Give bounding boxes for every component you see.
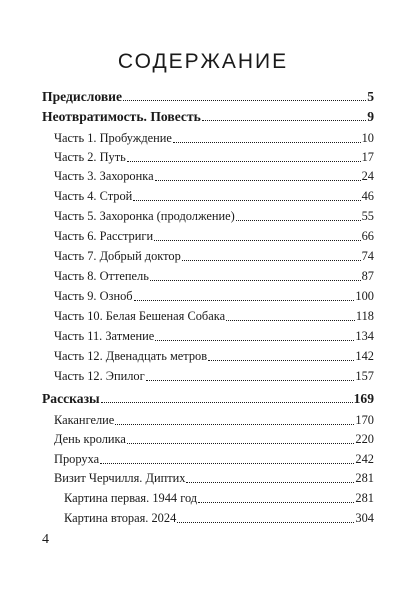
toc-entry-label: Часть 10. Белая Бешеная Собака (54, 309, 226, 323)
toc-entry-page: 169 (353, 391, 374, 406)
toc-entry-page: 281 (355, 471, 374, 485)
toc-entry-label: Часть 2. Путь (54, 150, 126, 164)
toc-entry (54, 412, 374, 429)
toc-entry (54, 328, 374, 345)
toc-entry-label: Часть 6. Расстриги (54, 229, 154, 243)
toc-leader-dots (146, 379, 355, 381)
toc-entry-label: Часть 12. Эпилог (54, 369, 145, 383)
toc-entry-label: Часть 1. Пробуждение (54, 131, 172, 145)
toc-leader-dots (202, 119, 366, 121)
toc-entry (54, 268, 374, 285)
toc-entry-label: Предисловие (42, 89, 123, 104)
toc-entry-page: 118 (355, 309, 374, 323)
toc-leader-dots (133, 199, 360, 201)
toc-entry-label: Картина вторая. 2024 (64, 511, 177, 525)
toc-entry-label: Часть 11. Затмение (54, 329, 155, 343)
toc-leader-dots (115, 423, 354, 425)
toc-entry-label: Часть 3. Захоронка (54, 169, 154, 183)
toc-leader-dots (127, 160, 361, 162)
toc-entry (54, 248, 374, 265)
page-number: 4 (42, 532, 49, 547)
toc-leader-dots (226, 319, 355, 321)
toc-leader-dots (198, 501, 354, 503)
toc-leader-dots (173, 141, 361, 143)
toc-leader-dots (134, 299, 355, 301)
toc-entry-page: 87 (361, 269, 374, 283)
toc-entry-label: Визит Черчилля. Диптих (54, 471, 186, 485)
toc-leader-dots (186, 481, 354, 483)
toc-entry-page: 66 (361, 229, 374, 243)
page-title: СОДЕРЖАНИЕ (117, 50, 289, 73)
toc-entry-page: 24 (361, 169, 374, 183)
toc-entry-page: 170 (355, 413, 374, 427)
toc-entry-label: Часть 4. Строй (54, 189, 133, 203)
toc-entry (54, 149, 374, 166)
toc-entry-label: Картина первая. 1944 год (64, 491, 198, 505)
toc-entry-page: 10 (361, 131, 374, 145)
toc-entry-page: 281 (355, 491, 374, 505)
toc-entry-label: Рассказы (42, 391, 100, 406)
toc-entry-label: Часть 9. Озноб (54, 289, 133, 303)
toc-entry-page: 220 (355, 432, 374, 446)
toc-entry-label: Какангелие (54, 413, 115, 427)
toc-entry-page: 142 (355, 349, 374, 363)
toc-entry (54, 368, 374, 385)
toc-entry (42, 108, 374, 125)
toc-entry-page: 157 (355, 369, 374, 383)
toc-entry (54, 188, 374, 205)
toc-entry-page: 100 (355, 289, 374, 303)
toc-entry (42, 88, 374, 105)
toc-entry (54, 470, 374, 487)
toc-entry-label: Часть 7. Добрый доктор (54, 249, 181, 263)
toc-leader-dots (150, 279, 361, 281)
toc-entry (54, 308, 374, 325)
toc-entry-page: 74 (361, 249, 374, 263)
toc-entry-label: День кролика (54, 432, 126, 446)
toc-entry-label: Часть 12. Двенадцать метров (54, 349, 208, 363)
toc-leader-dots (155, 339, 354, 341)
toc-entry (54, 168, 374, 185)
toc-leader-dots (123, 99, 366, 101)
toc-entry-label: Проруха (54, 452, 100, 466)
toc-entry-page: 55 (361, 209, 374, 223)
toc-leader-dots (182, 259, 361, 261)
toc-leader-dots (208, 359, 354, 361)
toc-leader-dots (154, 239, 361, 241)
toc-leader-dots (236, 219, 361, 221)
toc-entry (54, 208, 374, 225)
toc-entry-page: 304 (355, 511, 374, 525)
toc-entry (64, 490, 374, 507)
toc-leader-dots (127, 442, 355, 444)
toc-entry-page: 242 (355, 452, 374, 466)
toc-entry-page: 5 (367, 89, 374, 104)
toc-leader-dots (100, 462, 354, 464)
toc-leader-dots (177, 521, 354, 523)
toc-leader-dots (155, 179, 361, 181)
toc-entry-label: Неотвратимость. Повесть (42, 109, 201, 124)
toc-entry (54, 431, 374, 448)
toc-entry (54, 451, 374, 468)
toc-entry-page: 9 (367, 109, 374, 124)
toc-entry-label: Часть 5. Захоронка (продолжение) (54, 209, 235, 223)
toc-entry (54, 130, 374, 147)
toc-entry-page: 46 (361, 189, 374, 203)
toc-entry-page: 17 (361, 150, 374, 164)
toc-entry (64, 510, 374, 527)
toc-leader-dots (101, 401, 353, 403)
toc-entry-label: Часть 8. Оттепель (54, 269, 149, 283)
toc-entry (54, 348, 374, 365)
toc-entry (54, 288, 374, 305)
toc-entry (42, 390, 374, 407)
toc-entry-page: 134 (355, 329, 374, 343)
toc-entry (54, 228, 374, 245)
